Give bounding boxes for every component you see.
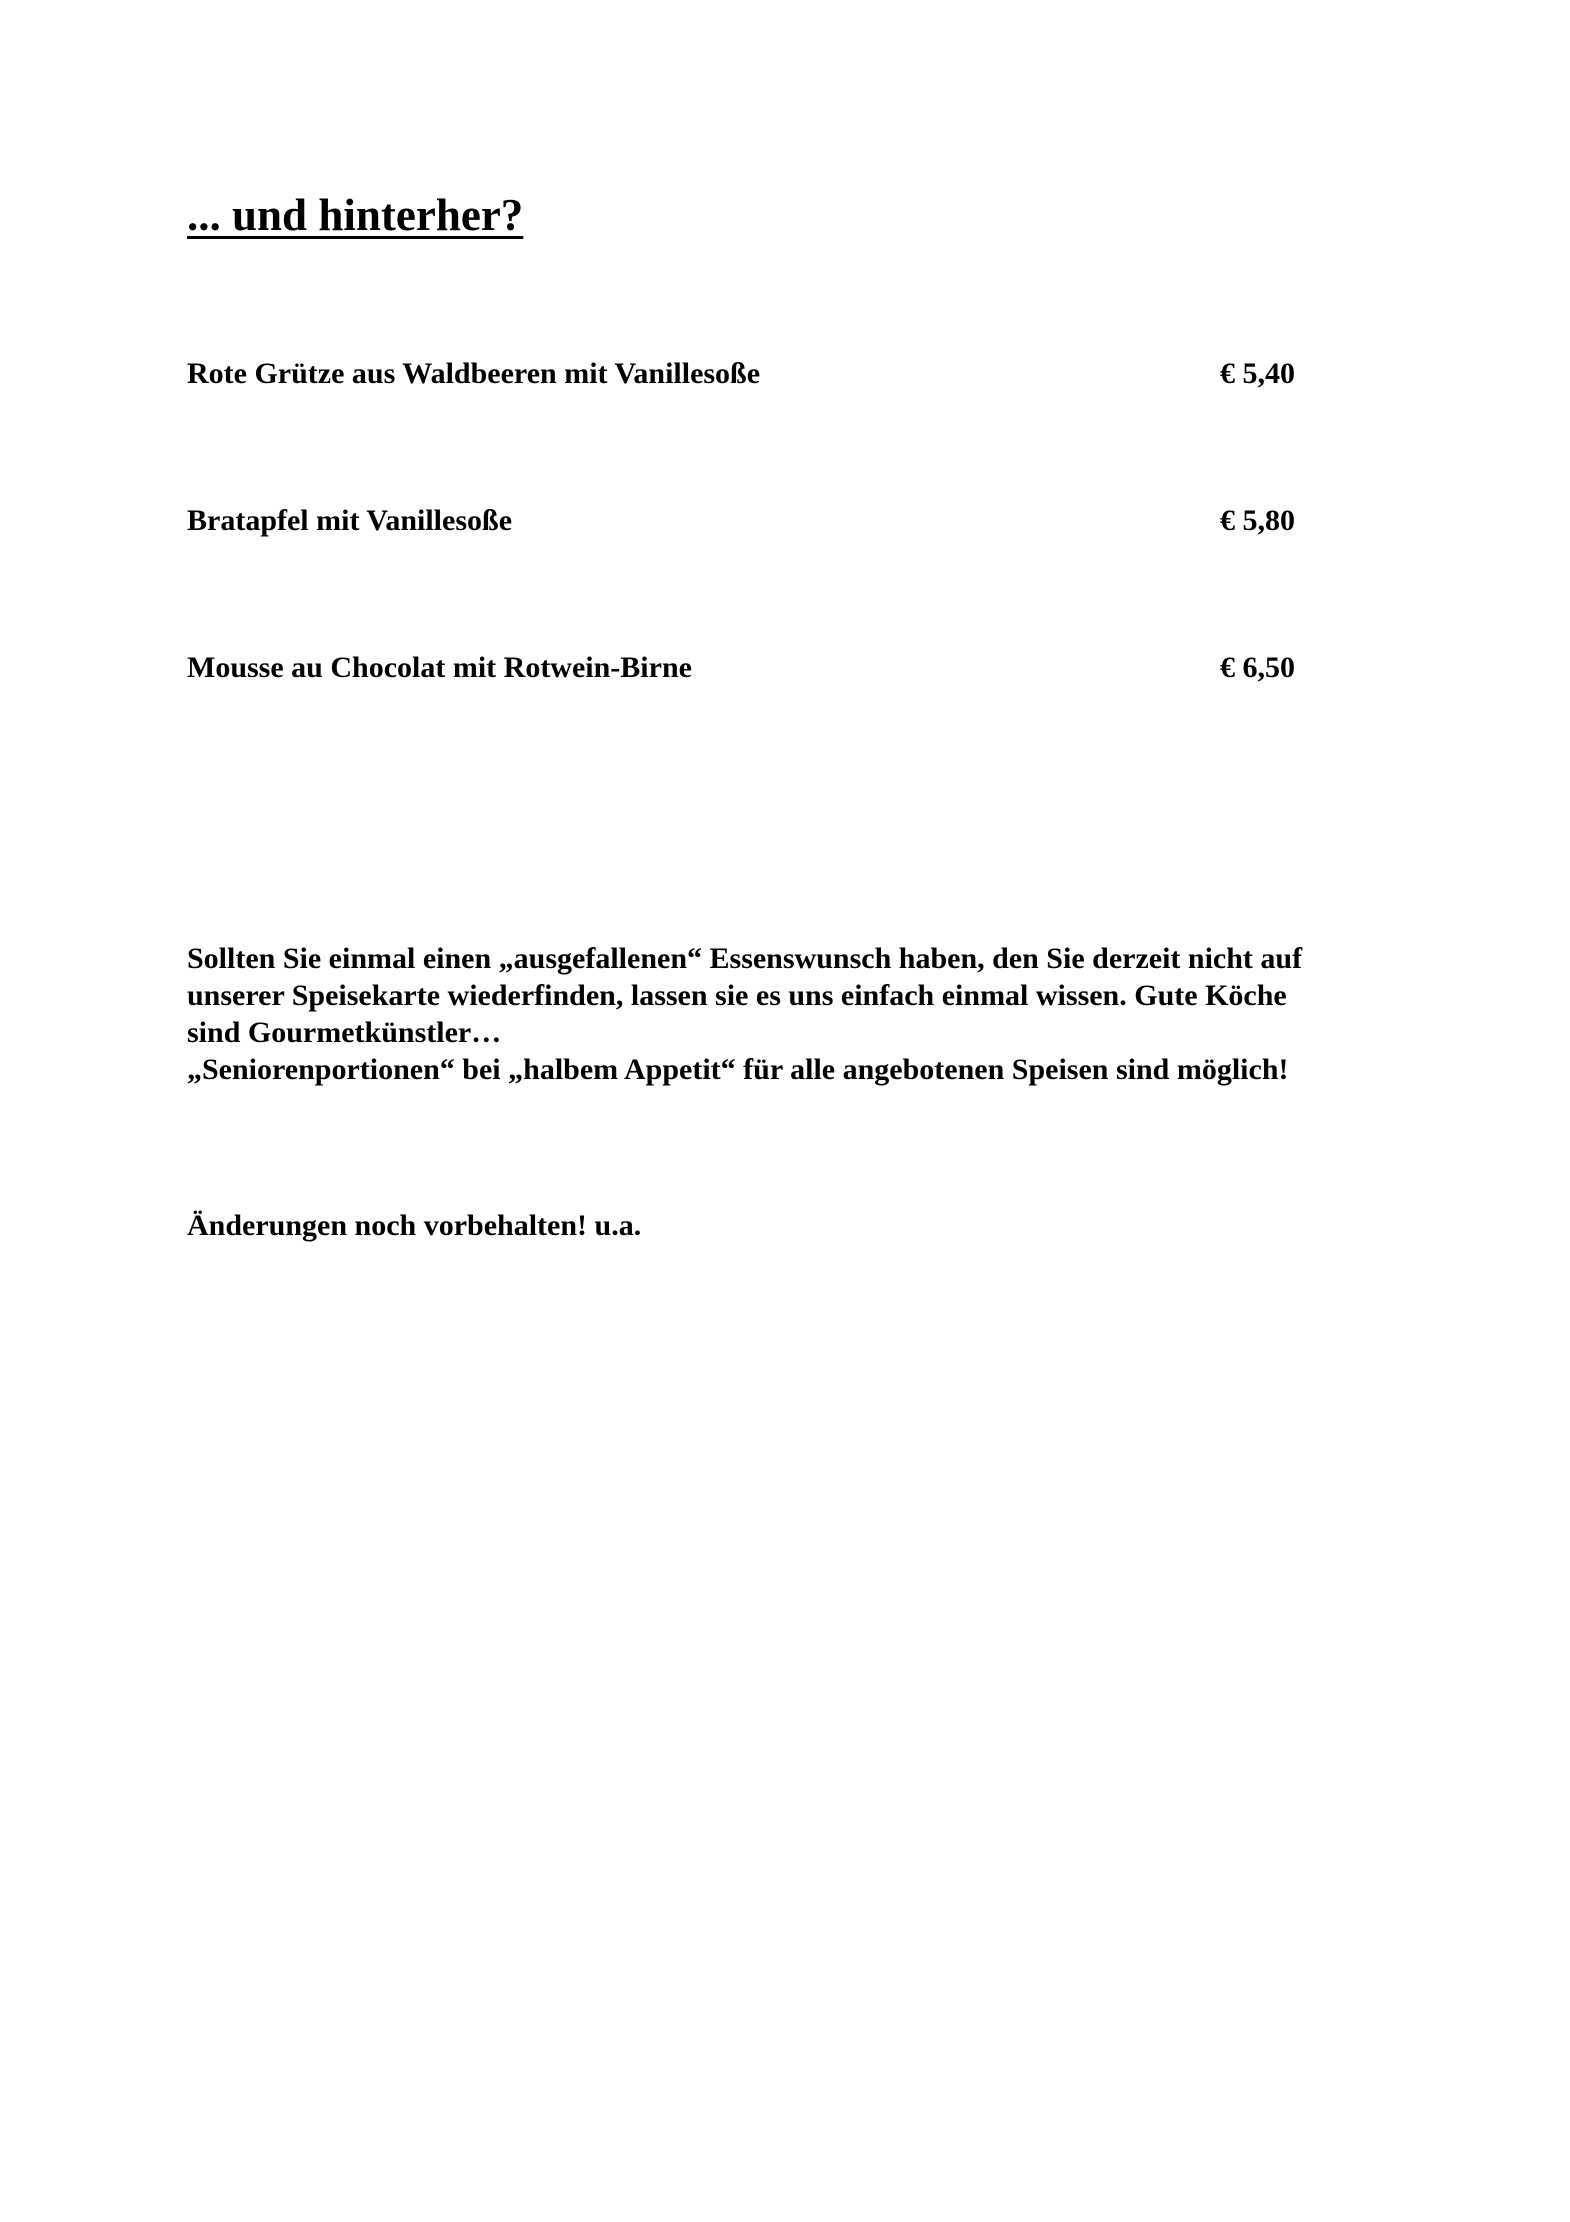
special-request-note [187,940,1417,1088]
disclaimer-text: Änderungen noch vorbehalten! u.a. [187,1209,642,1242]
menu-item [187,354,1307,394]
menu-item-price: € 5,80 [1220,504,1295,537]
menu-item-name: Rote Grütze aus Waldbeeren mit Vanillesoße [187,357,761,390]
note-line: sind Gourmetkünstler… [187,1016,502,1049]
note-line: unserer Speisekarte wiederfinden, lassen sie es uns einfach einmal wissen. Gute Köche [187,979,1287,1012]
menu-item-name: Mousse au Chocolat mit Rotwein-Birne [187,651,692,684]
menu-item-price: € 6,50 [1220,651,1295,684]
page-title: ... und hinterher? [187,190,524,240]
menu-item [187,648,1307,688]
menu-item [187,501,1307,541]
menu-item-name: Bratapfel mit Vanillesoße [187,504,513,537]
menu-item-price: € 5,40 [1220,357,1295,390]
note-line: Sollten Sie einmal einen „ausgefallenen“ Essenswunsch haben, den Sie derzeit nicht auf [187,942,1303,975]
note-line: „Seniorenportionen“ bei „halbem Appetit“ für alle angebotenen Speisen sind möglich! [187,1053,1289,1086]
